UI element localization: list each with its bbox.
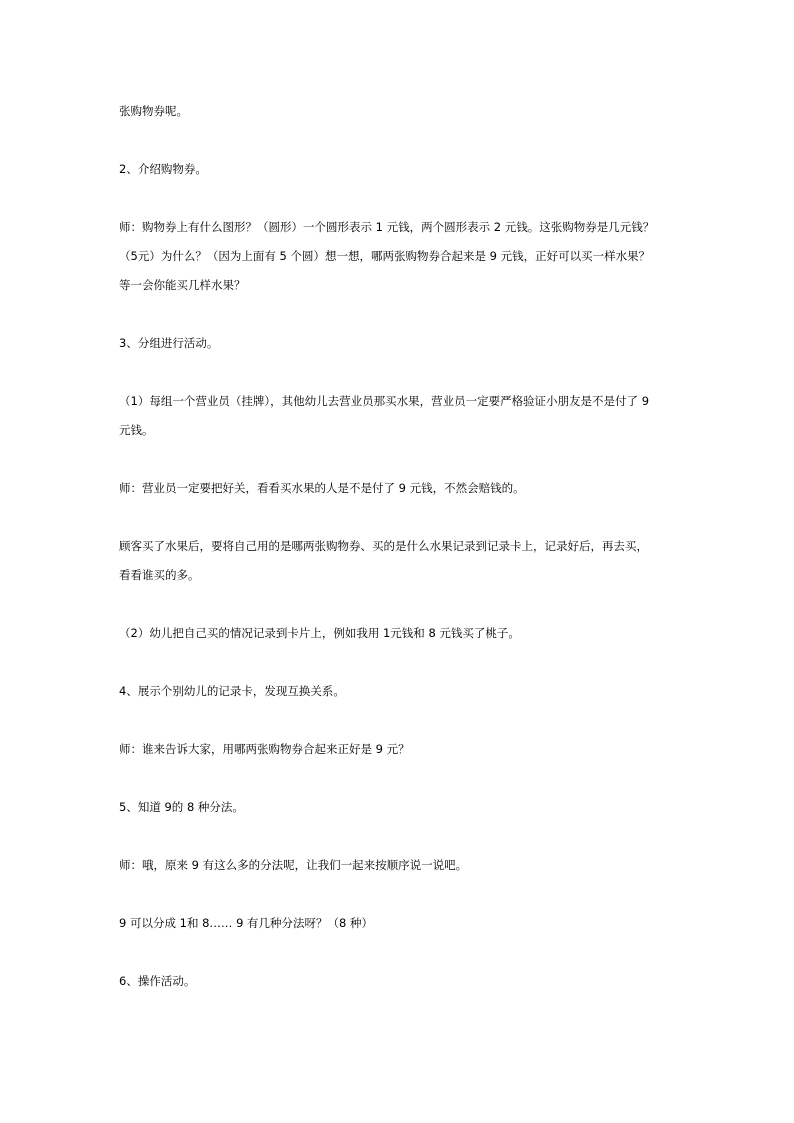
- text-line: 5、知道 9的 8 种分法。: [119, 800, 244, 814]
- paragraph-5: [119, 387, 694, 445]
- text-line: 师：谁来告诉大家，用哪两张购物券合起来正好是 9 元？: [119, 742, 410, 756]
- heading-2: [119, 155, 694, 184]
- text-line: 3、分组进行活动。: [119, 336, 219, 350]
- text-line: （2）幼儿把自己买的情况记录到卡片上，例如我用 1元钱和 8 元钱买了桃子。: [119, 626, 520, 640]
- paragraph-6: [119, 474, 694, 503]
- heading-6: [119, 967, 694, 996]
- paragraph-1: [119, 97, 694, 126]
- text-line: （1）每组一个营业员（挂牌），其他幼儿去营业员那买水果，营业员一定要严格验证小朋友是不是付了 9: [119, 394, 650, 408]
- text-line: 等一会你能买几样水果？: [119, 278, 246, 292]
- text-line: 张购物券呢。: [119, 104, 188, 118]
- paragraph-13: [119, 909, 694, 938]
- paragraph-12: [119, 851, 694, 880]
- paragraph-3: [119, 213, 694, 300]
- text-line: 元钱。: [119, 423, 154, 437]
- text-line: 4、展示个别幼儿的记录卡，发现互换关系。: [119, 684, 345, 698]
- text-line: 2、介绍购物券。: [119, 162, 207, 176]
- text-line: （5元）为什么？（因为上面有 5 个圆）想一想，哪两张购物券合起来是 9 元钱，正好可以买一样水果？: [119, 249, 651, 263]
- text-line: 6、操作活动。: [119, 974, 196, 988]
- heading-3: [119, 329, 694, 358]
- text-line: 看看谁买的多。: [119, 568, 200, 582]
- text-line: 师：哦，原来 9 有这么多的分法呢，让我们一起来按顺序说一说吧。: [119, 858, 468, 872]
- paragraph-7: [119, 532, 694, 590]
- text-line: 师：购物券上有什么图形？（圆形）一个圆形表示 1 元钱，两个圆形表示 2 元钱。这张购物券是几元钱？: [119, 220, 655, 234]
- paragraph-8: [119, 619, 694, 648]
- heading-4: [119, 677, 694, 706]
- text-line: 师：营业员一定要把好关，看看买水果的人是不是付了 9 元钱，不然会赔钱的。: [119, 481, 525, 495]
- paragraph-10: [119, 735, 694, 764]
- heading-5: [119, 793, 694, 822]
- text-line: 顾客买了水果后，要将自己用的是哪两张购物券、买的是什么水果记录到记录卡上，记录好后，再去买，: [119, 539, 648, 553]
- text-line: 9 可以分成 1和 8…… 9 有几种分法呀？（8 种）: [119, 916, 374, 930]
